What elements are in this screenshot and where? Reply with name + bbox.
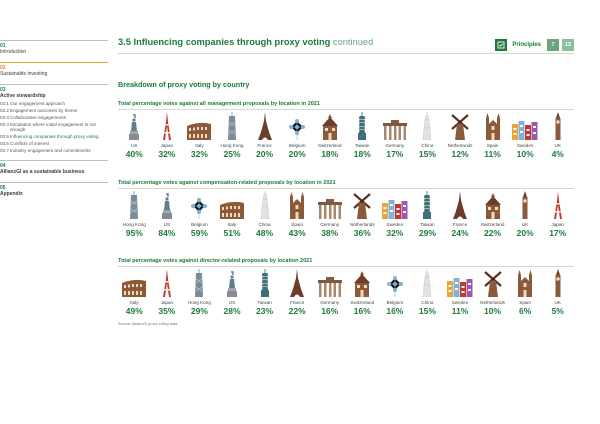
percentage-value: 32% [386,228,404,238]
country-label: Netherlands [447,143,473,148]
principles-icon[interactable] [495,39,507,51]
country-column [313,110,346,160]
country-label: Switzerland [480,222,505,227]
country-column [509,189,542,239]
sidebar-item-number: 03.7 [0,148,9,153]
percentage-value: 4% [551,149,564,159]
sidebar-item-03-5[interactable] [0,134,108,139]
tokyo-tower-icon [151,110,184,140]
country-column [476,110,509,160]
country-label: France [257,143,272,148]
percentage-value: 25% [223,149,241,159]
skyscraper-icon [183,267,216,297]
country-column [248,110,281,160]
page-12-button[interactable]: 12 [562,39,574,51]
taipei-101-icon [248,267,281,297]
percentage-value: 48% [256,228,274,238]
country-column [281,110,314,160]
sidebar-section-03[interactable] [0,84,108,153]
director-proposals-chart [118,258,574,317]
sidebar-item-number: 03.5 [0,134,9,139]
windmill-icon [476,267,509,297]
sidebar-item-number: 03.2 [0,107,9,113]
atomium-icon [183,189,216,219]
country-column [379,189,412,239]
section-number: 3.5 [118,37,131,47]
country-column [151,110,184,160]
big-ben-icon [541,110,574,140]
country-label: Taiwan [257,300,272,305]
sidebar-item-label: Engagement outcomes by theme [10,107,78,113]
country-column [118,110,151,160]
cathedral-icon [281,189,314,219]
country-label: Hong Kong [122,222,146,227]
sidebar-section-05[interactable] [0,182,108,197]
country-column [151,189,184,239]
percentage-value: 16% [386,306,404,316]
liberty-icon [118,110,151,140]
country-label: Hong Kong [187,300,211,305]
sidebar-item-number: 03.6 [0,141,9,146]
country-label: Belgium [288,143,306,148]
country-column [411,267,444,317]
country-column [444,110,477,160]
country-column [541,267,574,317]
country-column [346,267,379,317]
sidebar-section-number: 04 [0,163,6,170]
title-continued: continued [332,37,374,47]
percentage-value: 10% [484,306,502,316]
page-7-button[interactable]: 7 [547,39,559,51]
principles-link[interactable]: Principles [512,42,541,48]
country-label: Switzerland [350,300,375,305]
percentage-value: 20% [288,149,306,159]
country-column [509,110,542,160]
sidebar-section-number: 03 [0,87,6,93]
brandenburg-gate-icon [313,267,346,297]
chart-columns [118,110,574,160]
country-column [183,267,216,317]
page-title [118,37,373,47]
taipei-101-icon [411,189,444,219]
colourful-houses-icon [379,189,412,219]
country-column [118,189,151,239]
percentage-value: 23% [256,306,274,316]
header-divider [118,53,574,54]
eiffel-tower-icon [248,110,281,140]
pagoda-icon [411,110,444,140]
percentage-value: 38% [321,228,339,238]
country-label: Spain [291,222,303,227]
big-ben-icon [509,189,542,219]
country-column [313,189,346,239]
country-column [216,189,249,239]
country-column [346,189,379,239]
colosseum-icon [216,189,249,219]
percentage-value: 18% [321,149,339,159]
source-note: Source: AllianzGI proxy voting data. [118,322,179,326]
skyscraper-icon [216,110,249,140]
tokyo-tower-icon [541,189,574,219]
sidebar-section-number: 05 [0,185,6,192]
pagoda-icon [248,189,281,219]
country-label: Spain [486,143,499,148]
chart-columns [118,189,574,239]
percentage-value: 11% [484,149,501,159]
country-label: Netherlands [349,222,375,227]
tokyo-tower-icon [151,267,184,297]
country-column [444,267,477,317]
country-label: US [131,143,138,148]
sidebar-item-label: Collaborative engagements [10,114,66,120]
percentage-value: 17% [386,149,404,159]
eiffel-tower-icon [444,189,477,219]
sidebar-section-title[interactable]: Active stewardship [0,93,46,99]
country-label: Japan [160,143,174,148]
percentage-value: 11% [451,306,469,316]
percentage-value: 18% [353,149,371,159]
percentage-value: 16% [321,306,339,316]
percentage-value: 43% [288,228,306,238]
country-column [411,189,444,239]
percentage-value: 15% [418,149,436,159]
percentage-value: 22% [484,228,502,238]
big-ben-icon [541,267,574,297]
percentage-value: 22% [288,306,306,316]
country-label: Italy [227,222,237,227]
country-column [476,267,509,317]
country-label: Italy [130,300,139,305]
chart-title: Total percentage votes against director-related proposals by location 2021 [118,258,574,267]
sidebar-item-03-6[interactable] [0,141,108,146]
country-column [248,267,281,317]
country-column [313,267,346,317]
chalet-icon [476,189,509,219]
percentage-value: 32% [190,149,208,159]
sidebar-section-number: 02 [0,65,6,71]
colosseum-icon [118,267,151,297]
compensation-proposals-chart [118,180,574,239]
country-column [476,189,509,239]
percentage-value: 10% [516,149,534,159]
liberty-icon [216,267,249,297]
percentage-value: 5% [551,306,564,316]
country-label: Germany [320,222,340,227]
country-label: US [228,300,236,305]
country-label: France [452,222,468,227]
management-proposals-chart [118,101,574,160]
country-column [281,267,314,317]
sidebar-item-label: Conflicts of interest [10,141,50,146]
chart-columns [118,267,574,317]
country-label: Belgium [191,222,208,227]
breakdown-heading: Breakdown of proxy voting by country [118,80,250,89]
country-label: Netherlands [480,300,505,305]
chalet-icon [346,267,379,297]
title-text: Influencing companies through proxy voting [133,37,331,47]
sidebar-item-03-7[interactable] [0,148,108,153]
percentage-value: 36% [353,228,371,238]
page-navigation [495,39,574,51]
sidebar-section-title[interactable]: Appendix [0,191,23,198]
percentage-value: 59% [190,228,208,238]
pagoda-icon [411,267,444,297]
country-column [411,110,444,160]
sidebar-section-02[interactable] [0,62,108,77]
atomium-icon [379,267,412,297]
country-column [444,189,477,239]
percentage-value: 16% [353,306,371,316]
sidebar-item-03-1[interactable] [0,101,108,106]
country-label: Germany [385,143,405,148]
country-label: Japan [160,300,174,305]
country-label: Italy [195,143,204,148]
country-label: Sweden [516,143,534,148]
country-label: US [163,222,171,227]
eiffel-tower-icon [281,267,314,297]
country-column [151,267,184,317]
country-label: UK [554,143,561,148]
country-column [379,267,412,317]
sidebar-section-title[interactable]: Introduction [0,49,27,55]
percentage-value: 29% [190,306,208,316]
sidebar-item-label: Influencing companies through proxy voting [10,134,99,139]
sidebar-section-title[interactable]: AllianzGI as a sustainable business [0,169,85,176]
colourful-houses-icon [509,110,542,140]
country-column [118,267,151,317]
country-column [379,110,412,160]
sidebar-item-label: Escalation where initial engagement is not enough [10,121,96,132]
percentage-value: 40% [125,149,143,159]
percentage-value: 28% [223,306,241,316]
country-label: Belgium [386,300,404,305]
brandenburg-gate-icon [379,110,412,140]
chalet-icon [313,110,346,140]
taipei-101-icon [346,110,379,140]
percentage-value: 51% [223,228,241,238]
chart-title: Total percentage votes against all management proposals by location in 2021 [118,101,574,110]
country-column [541,189,574,239]
colourful-houses-icon [444,267,477,297]
percentage-value: 95% [125,228,143,238]
percentage-value: 20% [256,149,274,159]
country-label: Sweden [451,300,469,305]
country-label: UK [521,222,529,227]
sidebar [0,40,108,204]
sidebar-item-number: 03.3 [0,114,9,120]
country-label: China [258,222,271,227]
skyscraper-icon [118,189,151,219]
country-label: UK [554,300,561,305]
percentage-value: 84% [158,228,176,238]
country-column [281,189,314,239]
country-column [216,267,249,317]
percentage-value: 32% [158,149,176,159]
country-column [509,267,542,317]
country-column [183,189,216,239]
country-label: China [421,300,434,305]
percentage-value: 15% [418,306,436,316]
country-label: Japan [551,222,564,227]
country-column [346,110,379,160]
country-label: Sweden [386,222,404,227]
atomium-icon [281,110,314,140]
cathedral-icon [476,110,509,140]
cathedral-icon [509,267,542,297]
country-label: Taiwan [420,222,435,227]
sidebar-item-label: Our engagement approach [10,100,65,106]
percentage-value: 29% [418,228,436,238]
sidebar-item-03-3[interactable] [0,115,108,120]
brandenburg-gate-icon [313,189,346,219]
country-column [183,110,216,160]
country-label: Germany [320,300,340,305]
sidebar-item-number: 03.4 [0,121,9,127]
percentage-value: 49% [125,306,143,316]
liberty-icon [151,189,184,219]
percentage-value: 24% [451,228,469,238]
country-label: Hong Kong [220,143,244,148]
country-label: France [289,300,305,305]
country-label: Spain [519,300,531,305]
country-label: Taiwan [355,143,370,148]
sidebar-section-01[interactable] [0,40,108,55]
percentage-value: 17% [549,228,567,238]
chart-title: Total percentage votes against compensation-related proposals by location in 2021 [118,180,574,189]
sidebar-item-number: 03.1 [0,100,9,106]
windmill-icon [444,110,477,140]
country-column [216,110,249,160]
percentage-value: 6% [518,306,532,316]
sidebar-item-label: Industry engagement and commitments [10,148,91,153]
country-label: Switzerland [317,143,342,148]
sidebar-item-03-4[interactable] [0,122,108,133]
percentage-value: 35% [158,306,176,316]
country-column [248,189,281,239]
percentage-value: 20% [516,228,534,238]
sidebar-item-03-2[interactable] [0,108,108,113]
country-label: China [421,143,434,148]
colosseum-icon [183,110,216,140]
sidebar-section-title[interactable]: Sustainable investing [0,71,48,77]
percentage-value: 12% [451,149,469,159]
country-column [541,110,574,160]
sidebar-section-04[interactable] [0,160,108,175]
sidebar-section-number: 01 [0,43,6,49]
windmill-icon [346,189,379,219]
